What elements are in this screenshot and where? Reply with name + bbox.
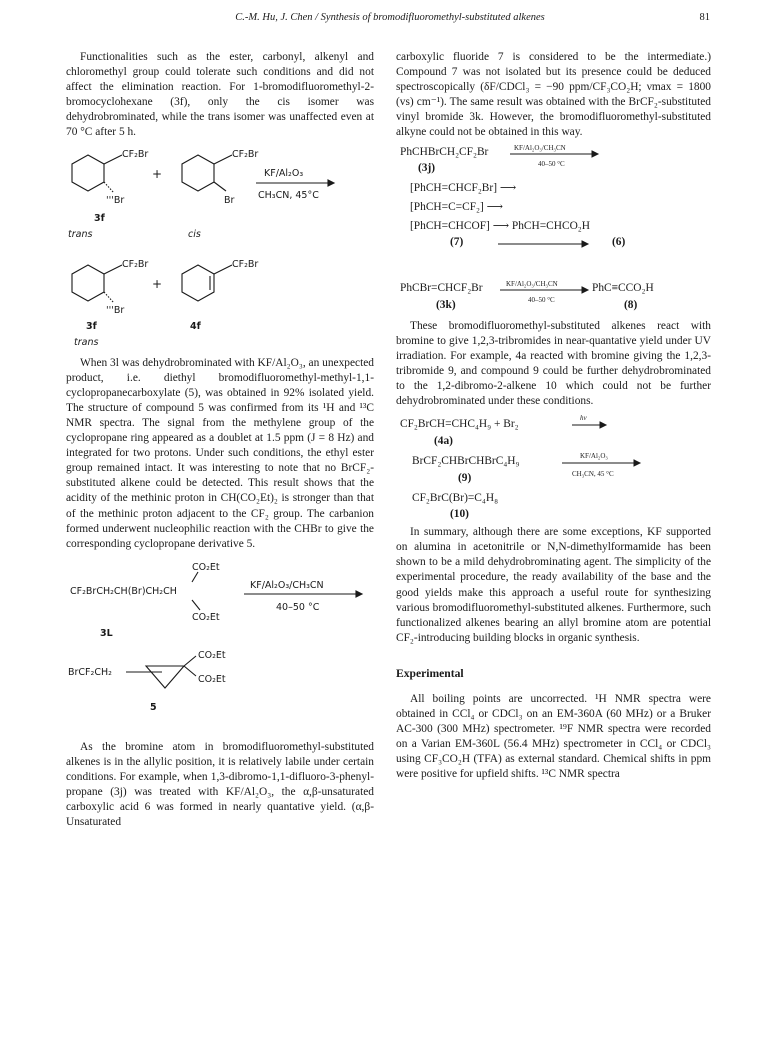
- isomer-label: trans: [68, 228, 93, 240]
- compound-label: (10): [450, 508, 469, 521]
- running-head: C.-M. Hu, J. Chen / Synthesis of bromodifluoromethyl-substituted alkenes: [235, 12, 545, 23]
- cyclopropane-ring: [146, 666, 184, 688]
- plus-sign: +: [152, 166, 163, 181]
- product: PhC≡CCO₂H: [592, 281, 654, 294]
- compound-label: (3j): [418, 161, 436, 174]
- left-column: [66, 50, 374, 830]
- reactant: PhCBr=CHCF₂Br: [400, 281, 483, 294]
- compound-label: 3f: [94, 212, 105, 224]
- paragraph: carboxylic fluoride 7 is considered to be the intermediate.) Compound 7 was not isolated but its presence could be deduced spectroscopically (δF/CDCl₃ = −90 ppm/CF₃CO₂H; νmax = 1800 (vs) cm⁻¹). The same result was obtained with the BrCF₂-substituted vinyl bromide 3k. However, the bromodifluoromethyl-substituted alkyne could not be obtained in this way.: [396, 51, 711, 139]
- reagent-label: KF/Al₂O₃/CH₃CN: [506, 279, 558, 288]
- substituent-label: '''Br: [106, 194, 125, 206]
- cyclohexane-ring: [182, 155, 214, 191]
- substituent-label: '''Br: [106, 304, 125, 316]
- reagent-label: KF/Al₂O₃/CH₃CN: [514, 143, 566, 152]
- compound-label: (4a): [434, 435, 453, 448]
- intermediate: [PhCH=C=CF₂] ⟶: [410, 200, 503, 213]
- scheme-3j: [396, 141, 711, 281]
- isomer-label: trans: [74, 336, 99, 348]
- conditions-label: hν: [580, 414, 587, 423]
- reactant: CF₂BrCH=CHC₄H₉ + Br₂: [400, 418, 519, 431]
- compound-label: 4f: [190, 320, 201, 332]
- compound-label: 5: [150, 701, 157, 713]
- reagent-label: KF/Al₂O₃: [264, 167, 304, 179]
- compound-label: (7): [450, 235, 464, 248]
- reactant-chain: CF₂BrCH₂CH(Br)CH₂CH: [70, 585, 177, 597]
- reagent-label: KF/Al₂O₃: [580, 452, 608, 461]
- compound-label: (3k): [436, 298, 456, 311]
- conditions-label: 40–50 °C: [528, 295, 555, 304]
- paragraph: When 3l was dehydrobrominated with KF/Al₂O₃, an unexpected product, i.e. diethyl bromodifluoromethyl-methyl-1,1-cyclopropanecarboxylate (5), was obtained in 92% isolated yield. The structure of compound 5 was confirmed from its ¹H and ¹³C NMR spectra. The signal from the methylene group of the cyclopropane ring appeared as a doublet at 1.5 ppm (J = 8 Hz) and integrated for two protons. Under such conditions, the ethyl ester group remained intact. It was interesting to note that no BrCF₂-substituted alkene could be detected. This result shows that the acidity of the methinic proton in CH(CO₂Et)₂ is stronger than that of the methinic proton adjacent to the CF₂ group. The carbanion formed underwent nucleophilic reaction with the CHBr to give the corresponding cyclopropane derivative 5.: [66, 356, 374, 550]
- substituent-label: BrCF₂CH₂: [68, 666, 112, 678]
- conditions-label: 40–50 °C: [276, 601, 320, 613]
- conditions-label: CH₃CN, 45 °C: [572, 470, 614, 479]
- cyclohexane-ring: [72, 155, 104, 191]
- substituent-label: CF₂Br: [232, 148, 259, 160]
- scheme-3l: [66, 552, 374, 740]
- substituent-label: CF₂Br: [122, 148, 149, 160]
- paragraph: All boiling points are uncorrected. ¹H NMR spectra were obtained in CCl₄ or CDCl₃ on an EM-360A (60 MHz) or a Bruker AC-300 (300 MHz) spectrometer. ¹⁹F NMR spectra were recorded on a Varian EM-360L (56.4 MHz) spectrometer in CCl₄ or CDCl₃ using CF₃CO₂H (TFA) as external standard. Chemical shifts in ppm were positive for upfield shifts. ¹³C NMR spectra: [396, 692, 711, 781]
- paragraph: These bromodifluoromethyl-substituted alkenes react with bromine to give 1,2,3-tribromides in near-quantative yield under UV irradiation. For example, 4a reacted with bromine giving the 1,2,3-tribromide 9, and compound 9 could be further dehydrobrominated to the 1,2-dibromo-2-alkene 10 which could not be further dehydrobrominated under these conditions.: [396, 319, 711, 408]
- reactant: PhCHBrCH₂CF₂Br: [400, 145, 489, 158]
- intermediate: [PhCH=CHCF₂Br] ⟶: [410, 181, 517, 194]
- product: CF₂BrC(Br)=C₄H₈: [412, 492, 499, 505]
- ester-label: CO₂Et: [198, 673, 226, 685]
- isomer-label: cis: [188, 228, 201, 240]
- reaction-graphics: [66, 552, 376, 740]
- ester-label: CO₂Et: [198, 649, 226, 661]
- intermediate: [PhCH=CHCOF] ⟶ PhCH=CHCO₂H: [410, 219, 590, 232]
- substituent-label: CF₂Br: [122, 258, 149, 270]
- right-column: [396, 50, 711, 783]
- paragraph: In summary, although there are some exceptions, KF supported on alumina in acetonitrile or N,N-dimethylformamide has been shown to be a mild dehydrobrominating agent. The simplicity of the experimental procedure, the ready availability of the base and the good yields make this approach a useful route for synthesizing various bromodifluoromethyl-substituted alkenes. Furthermore, such functionalized alkenes bearing an allyl bromine atom are potential CF₂-introducing building blocks in organic synthesis.: [396, 526, 711, 644]
- page-number: 81: [699, 12, 710, 23]
- ester-label: CO₂Et: [192, 561, 220, 573]
- ester-label: CO₂Et: [192, 611, 220, 623]
- plus-sign: +: [152, 276, 163, 291]
- conditions-label: CH₃CN, 45°C: [258, 189, 319, 201]
- conditions-label: 40–50 °C: [538, 159, 565, 168]
- section-heading: Experimental: [396, 666, 464, 680]
- scheme-3f: [66, 141, 374, 356]
- page-header: [70, 12, 710, 30]
- paragraph: As the bromine atom in bromodifluoromethyl-substituted alkenes is in the allylic position, it is relatively labile under certain conditions. For example, when 1,3-dibromo-1,1-difluoro-3-phenyl-propane (3j) was treated with KF/Al₂O₃, the α,β-unsaturated carboxylic acid 6 was formed in nearly quantative yield. (α,β-Unsaturated: [66, 740, 374, 829]
- compound-label: 3L: [100, 627, 113, 639]
- scheme-4a: [396, 409, 711, 525]
- ring-structures: [66, 141, 376, 356]
- scheme-3k: [396, 281, 711, 319]
- compound-label: (8): [624, 298, 638, 311]
- compound-label: (6): [612, 235, 626, 248]
- paragraph: Functionalities such as the ester, carbonyl, alkenyl and chloromethyl group could tolerate such conditions and did not affect the elimination reaction. For 1-bromodifluoromethyl-2-bromocyclohexane (3f), only the cis isomer was dehydrobrominated, while the trans isomer was unaffected even at 70 °C after 5 h.: [66, 51, 374, 139]
- substituent-label: Br: [224, 194, 235, 206]
- compound-label: 3f: [86, 320, 97, 332]
- substituent-label: CF₂Br: [232, 258, 259, 270]
- compound-label: (9): [458, 472, 472, 485]
- intermediate: BrCF₂CHBrCHBrC₄H₉: [412, 455, 520, 468]
- cyclohexene-ring: [182, 265, 214, 301]
- reagent-label: KF/Al₂O₃/CH₃CN: [250, 579, 324, 591]
- cyclohexane-ring: [72, 265, 104, 301]
